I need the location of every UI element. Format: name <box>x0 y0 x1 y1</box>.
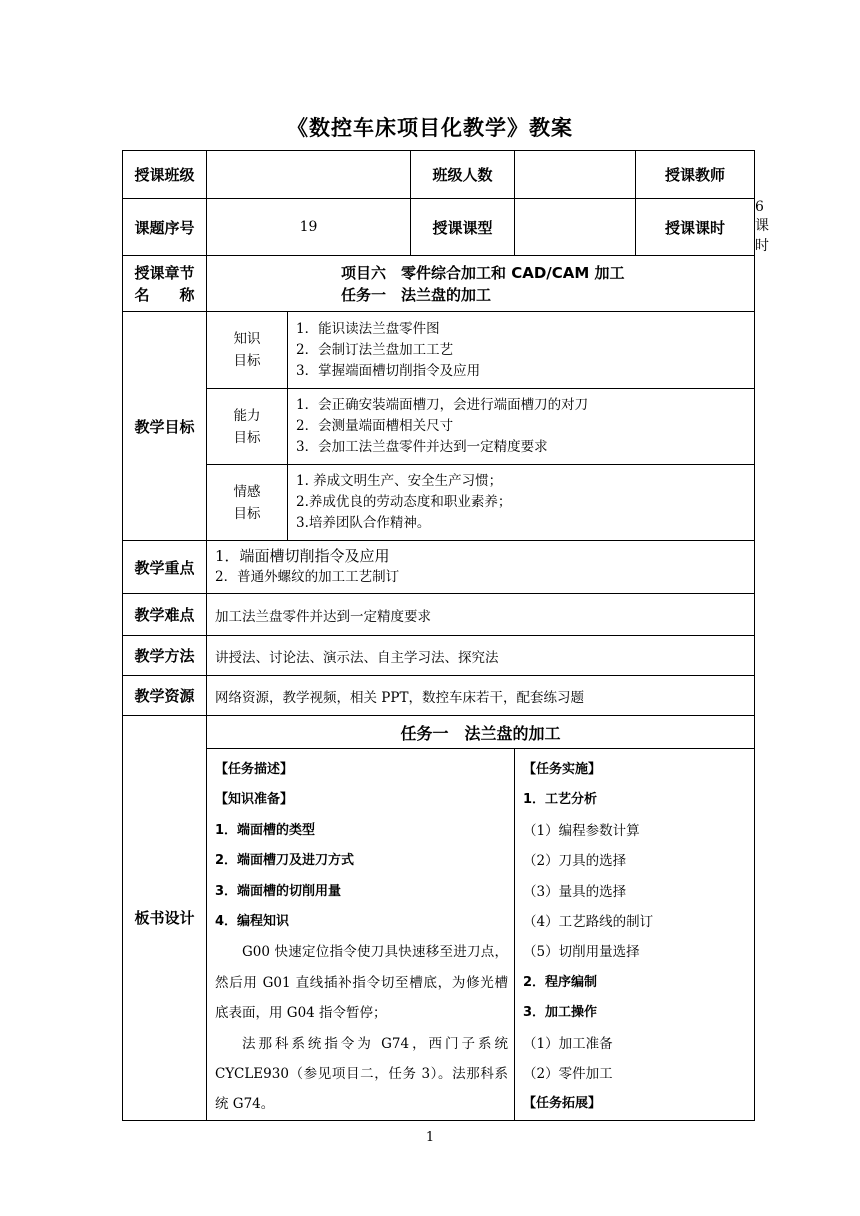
list-item: 1．端面槽的类型 <box>215 822 316 838</box>
knowledge-label-line2: 目标 <box>233 353 261 369</box>
knowledge-goal-label <box>207 312 288 389</box>
chapter-label-line2: 名 称 <box>134 285 195 304</box>
sequence-value: 19 <box>207 199 411 256</box>
methods-label: 教学方法 <box>123 636 207 676</box>
lesson-type-label: 授课课型 <box>411 199 515 256</box>
difficulty-row <box>123 594 755 636</box>
list-item: 1．能识读法兰盘零件图 <box>296 320 440 337</box>
list-item: 2．会制订法兰盘加工工艺 <box>296 341 454 358</box>
ability-label-line2: 目标 <box>233 429 261 446</box>
methods-row <box>123 636 755 676</box>
paragraph: 法那科系统指令为 G74，西门子系统 CYCLE930（参见项目二，任务 3）。法那科系统 G74。 <box>215 1035 508 1113</box>
list-item: （2）刀具的选择 <box>523 853 627 870</box>
list-item: 3．加工操作 <box>523 1005 598 1021</box>
list-item: 1. 养成文明生产、安全生产习惯； <box>296 473 503 489</box>
list-item: 4．编程知识 <box>215 914 290 930</box>
list-item: 3．掌握端面槽切削指令及应用 <box>296 362 481 379</box>
chapter-task: 任务一 法兰盘的加工 <box>341 285 492 304</box>
knowledge-goal-row <box>123 312 755 389</box>
chapter-value <box>207 256 755 312</box>
task-description-heading: 【任务描述】 <box>215 762 294 777</box>
lesson-plan-table <box>122 150 770 1121</box>
emotion-goal-row <box>123 465 755 541</box>
paragraph: G00 快速定位指令使刀具快速移至进刀点，然后用 G01 直线插补指令切至槽底，为修光槽底表面，用 G04 指令暂停； <box>215 944 508 1022</box>
board-header-row <box>123 716 755 749</box>
list-item: 2．会测量端面槽相关尺寸 <box>296 418 454 434</box>
list-item: 2．端面槽刀及进刀方式 <box>215 853 355 869</box>
list-item: 2.养成优良的劳动态度和职业素养； <box>296 494 512 510</box>
chapter-label-line1: 授课章节 <box>134 263 195 282</box>
lesson-info-row: 课题序号 19 授课课型 授课课时 6 课时 <box>123 199 755 256</box>
class-count-label: 班级人数 <box>411 151 515 199</box>
lesson-type-value <box>515 199 636 256</box>
task-extension-heading: 【任务拓展】 <box>523 1096 602 1112</box>
list-item: 1．工艺分析 <box>523 792 598 808</box>
board-design-header: 任务一 法兰盘的加工 <box>207 716 755 749</box>
class-count-value <box>515 151 636 199</box>
list-item: 1．端面槽切削指令及应用 <box>215 547 390 565</box>
class-info-row <box>123 151 755 199</box>
lesson-hours-label: 授课课时 <box>636 199 755 256</box>
board-content-row <box>123 749 755 1121</box>
sequence-label: 课题序号 <box>123 199 207 256</box>
list-item: （5）切削用量选择 <box>523 944 640 961</box>
ability-goal-list <box>288 389 755 465</box>
ability-label-line1: 能力 <box>233 407 261 424</box>
class-label: 授课班级 <box>123 151 207 199</box>
emotion-goal-list <box>288 465 755 541</box>
emotion-goal-label <box>207 465 288 541</box>
ability-goal-row <box>123 389 755 465</box>
list-item: （1）加工准备 <box>523 1035 613 1052</box>
board-design-label: 板书设计 <box>123 716 207 1121</box>
list-item: （3）量具的选择 <box>523 883 627 900</box>
key-points-label: 教学重点 <box>123 541 207 594</box>
list-item: （4）工艺路线的制订 <box>523 914 654 931</box>
board-right-column <box>515 749 755 1121</box>
class-value <box>207 151 411 199</box>
task-implementation-heading: 【任务实施】 <box>523 762 602 777</box>
resources-label: 教学资源 <box>123 676 207 716</box>
board-left-column <box>207 749 515 1121</box>
key-points-list <box>207 541 755 594</box>
resources-row <box>123 676 755 716</box>
methods-value: 讲授法、讨论法、演示法、自主学习法、探究法 <box>207 636 755 676</box>
teaching-goals-label: 教学目标 <box>123 312 207 541</box>
emotion-label-line2: 目标 <box>233 505 261 522</box>
chapter-label <box>123 256 207 312</box>
resources-value: 网络资源，教学视频，相关 PPT，数控车床若干，配套练习题 <box>207 676 755 716</box>
list-item: 3.培养团队合作精神。 <box>296 515 431 531</box>
ability-goal-label <box>207 389 288 465</box>
emotion-label-line1: 情感 <box>233 483 261 500</box>
list-item: 2．程序编制 <box>523 974 598 990</box>
difficulty-value: 加工法兰盘零件并达到一定精度要求 <box>207 594 755 636</box>
list-item: （2）零件加工 <box>523 1066 613 1083</box>
list-item: 2．普通外螺纹的加工工艺制订 <box>215 569 400 585</box>
knowledge-goal-list <box>288 312 755 389</box>
key-points-row <box>123 541 755 594</box>
chapter-row <box>123 256 755 312</box>
page-title: 《数控车床项目化教学》教案 <box>287 116 573 140</box>
list-item: （1）编程参数计算 <box>523 822 640 839</box>
list-item: 3．端面槽的切削用量 <box>215 883 342 899</box>
difficulty-label: 教学难点 <box>123 594 207 636</box>
teacher-label: 授课教师 <box>636 151 755 199</box>
list-item: 1．会正确安装端面槽刀，会进行端面槽刀的对刀 <box>296 397 589 413</box>
knowledge-prep-heading: 【知识准备】 <box>215 792 294 808</box>
knowledge-label-line1: 知识 <box>233 331 261 347</box>
chapter-project: 项目六 零件综合加工和 CAD/CAM 加工 <box>341 263 625 282</box>
page-number: 1 <box>425 1130 435 1145</box>
list-item: 3．会加工法兰盘零件并达到一定精度要求 <box>296 439 548 455</box>
